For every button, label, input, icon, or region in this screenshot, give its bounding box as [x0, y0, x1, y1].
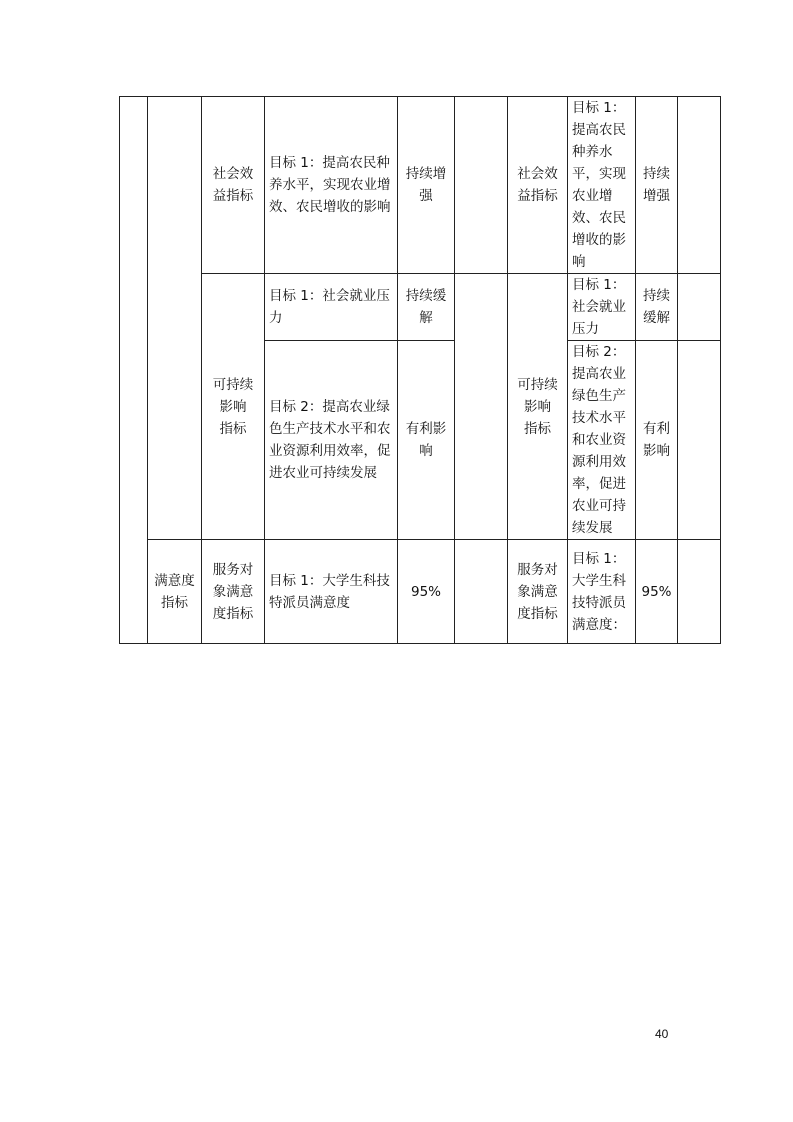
- page-number: 40: [655, 1027, 669, 1041]
- value-cell-social-right: 持续增强: [636, 97, 678, 274]
- empty-cell: [678, 341, 721, 540]
- empty-cell: [678, 540, 721, 644]
- table-row-social-benefit: [120, 97, 721, 274]
- category-cell-social-right: 社会效 益指标: [508, 97, 568, 274]
- performance-indicator-table: [119, 96, 721, 644]
- content-cell-satisfaction-right: 目标 1：大学生科技特派员满意度：: [568, 540, 636, 644]
- content-cell-sustainable-goal1-right: 目标 1：社会就业压力: [568, 274, 636, 341]
- content-cell-social-right: 目标 1：提高农民种养水平，实现农业增效、农民增收的影响: [568, 97, 636, 274]
- empty-cell: [678, 97, 721, 274]
- category-cell-social: 社会效 益指标: [202, 97, 265, 274]
- empty-cell: [455, 97, 508, 274]
- level1-cell: [120, 97, 148, 644]
- empty-cell: [678, 274, 721, 341]
- empty-cell: [455, 274, 508, 540]
- empty-cell: [455, 540, 508, 644]
- level2-cell-satisfaction: 满意度 指标: [148, 540, 202, 644]
- category-cell-sustainable: 可持续 影响 指标: [202, 274, 265, 540]
- category-cell-satisfaction: 服务对 象满意 度指标: [202, 540, 265, 644]
- content-cell-sustainable-goal1: 目标 1：社会就业压力: [265, 274, 398, 341]
- content-cell-sustainable-goal2-right: 目标 2：提高农业绿色生产技术水平和农业资源利用效率，促进农业可持续发展: [568, 341, 636, 540]
- value-cell-satisfaction: 95%: [398, 540, 455, 644]
- level2-cell: [148, 97, 202, 540]
- category-cell-satisfaction-right: 服务对 象满意 度指标: [508, 540, 568, 644]
- content-cell-satisfaction: 目标 1：大学生科技特派员满意度: [265, 540, 398, 644]
- table-row-sustainable-goal1: [120, 274, 721, 341]
- table-row-satisfaction: [120, 540, 721, 644]
- value-cell-social: 持续增 强: [398, 97, 455, 274]
- category-cell-sustainable-right: 可持续 影响 指标: [508, 274, 568, 540]
- content-cell-social: 目标 1：提高农民种养水平，实现农业增效、农民增收的影响: [265, 97, 398, 274]
- value-cell-sustainable-goal2-right: 有利影响: [636, 341, 678, 540]
- value-cell-sustainable-goal1-right: 持续缓解: [636, 274, 678, 341]
- content-cell-sustainable-goal2: 目标 2：提高农业绿色生产技术水平和农业资源利用效率，促进农业可持续发展: [265, 341, 398, 540]
- value-cell-satisfaction-right: 95%: [636, 540, 678, 644]
- value-cell-sustainable-goal2: 有利影 响: [398, 341, 455, 540]
- value-cell-sustainable-goal1: 持续缓解: [398, 274, 455, 341]
